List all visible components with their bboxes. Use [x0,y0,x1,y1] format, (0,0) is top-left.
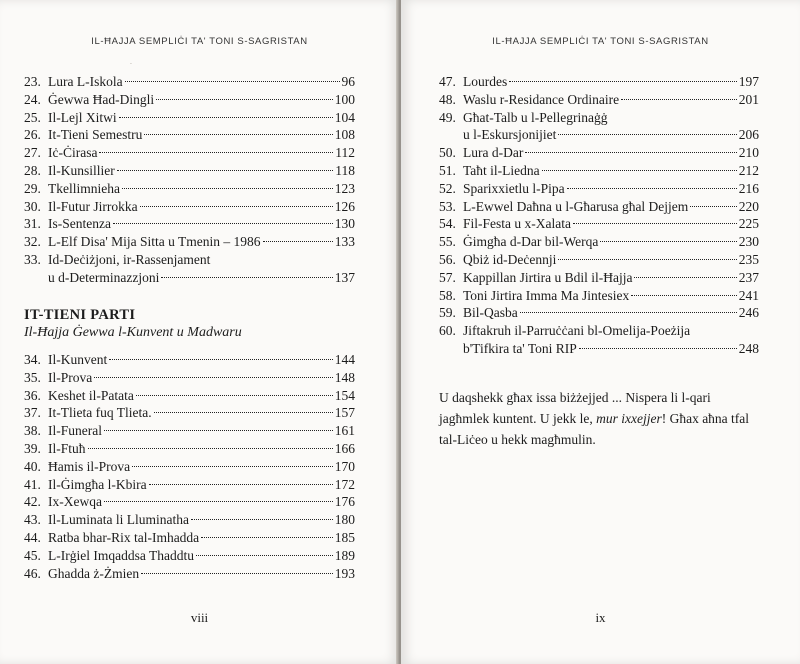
toc-entry-title: Il-Lejl Xitwi [48,109,117,125]
part-subtitle: Il-Ħajja Ġewwa l-Kunvent u Madwaru [24,325,242,340]
toc-entry-title: Il-Ftuħ [48,440,86,456]
toc-entry-page: 210 [738,145,759,161]
toc-entry [439,251,759,269]
toc-entry [439,233,759,251]
dot-leader [600,241,736,242]
toc-entry-number: 23. [24,74,41,89]
toc-entry-number: 57. [439,269,456,285]
toc-entry-number: 40. [24,458,41,474]
toc-entry-number: 36. [24,387,41,403]
toc-entry-number: 28. [24,162,41,178]
toc-entry [439,162,759,180]
toc-entry-page: 118 [335,162,355,178]
toc-entry-page: 246 [738,305,759,321]
dot-leader [125,81,340,82]
dot-leader [136,395,333,396]
dot-leader [94,377,333,378]
toc-entry-title: Lura L-Iskola [48,74,123,89]
toc-entry-number: 29. [24,180,41,196]
toc-entry-title: Tkellimnieha [48,180,120,196]
dot-leader [573,223,737,224]
toc-entry-page: 216 [738,180,759,196]
toc-entry [24,162,355,180]
toc-entry-number: 39. [24,440,41,456]
toc-entry-number: 32. [24,234,41,250]
right-page [401,0,800,664]
toc-entry-number: 47. [439,74,456,89]
toc-entry-page: 185 [334,529,355,545]
toc-entry [439,269,759,287]
toc-entry-page: 96 [341,74,355,89]
toc-entry-number: 60. [439,323,456,339]
toc-entry-number: 46. [24,565,41,581]
dot-leader [161,277,332,278]
toc-entry-title: It-Tlieta fuq Tlieta. [48,405,152,421]
dot-leader [263,241,333,242]
toc-entry-title: Fil-Festa u x-Xalata [463,216,571,232]
toc-entry-number: 50. [439,145,456,161]
toc-list-part-one [24,73,355,287]
toc-entry-page: 248 [738,340,759,356]
dot-leader [621,99,737,100]
toc-entry-page: 148 [334,369,355,385]
toc-entry-title: Toni Jirtira Imma Ma Jintesiex [463,287,630,303]
toc-entry-page: 220 [738,198,759,214]
toc-entry [439,304,759,322]
toc-entry-title: Jiftakruh il-Parruċċani bl-Omelija-Poeżija [463,323,691,339]
toc-entry-title: Bil-Qasba [463,305,518,321]
toc-entry [24,215,355,233]
toc-entry-title: Il-Ġimgħa l-Kbira [48,476,147,492]
toc-entry-number: 55. [439,234,456,250]
running-header: IL-ĦAJJA SEMPLIĊI TA' TONI S-SAGRISTAN [492,36,709,47]
toc-entry-number: 33. [24,251,41,267]
toc-entry-number: 53. [439,198,456,214]
toc-entry-number: 41. [24,476,41,492]
toc-entry-page: 201 [738,91,759,107]
dot-leader [104,430,333,431]
toc-entry [439,287,759,305]
toc-entry-page: 176 [334,494,355,510]
toc-entry-title: Il-Kunvent [48,352,108,367]
toc-entry [24,493,355,511]
dot-leader [88,448,333,449]
toc-entry [24,180,355,198]
toc-entry [24,422,355,440]
dot-leader [558,259,736,260]
toc-entry-title: Il-Futur Jirrokka [48,198,138,214]
toc-entry-number: 59. [439,305,456,321]
toc-entry-continuation [439,340,759,358]
toc-entry-page: 206 [738,127,759,143]
toc-entry-number: 52. [439,180,456,196]
dot-leader [99,152,333,153]
toc-entry-title: Iċ-Ċirasa [48,145,98,161]
toc-entry-page: 126 [334,198,355,214]
dot-leader [520,312,737,313]
printer-mark: ᵕ [130,60,133,68]
toc-entry-title: Ghadda ż-Żmien [48,565,140,581]
part-heading: IT-TIENI PARTI [24,307,136,323]
toc-entry-title-line-two: u d-Determinazzjoni [48,269,160,285]
toc-entry [24,73,355,91]
toc-entry-page: 157 [334,405,355,421]
toc-entry-page: 133 [334,234,355,250]
toc-entry-title-line-two: u l-Eskursjonijiet [463,127,557,143]
toc-entry-page: 100 [334,91,355,107]
dot-leader [196,555,333,556]
toc-entry-page: 237 [738,269,759,285]
toc-entry-page: 197 [738,74,759,89]
toc-entry-number: 38. [24,423,41,439]
toc-entry-number: 37. [24,405,41,421]
toc-entry-page: 144 [334,352,355,367]
toc-entry-title: Kappillan Jirtira u Bdil il-Ħajja [463,269,633,285]
toc-entry-page: 241 [738,287,759,303]
toc-entry [24,440,355,458]
toc-entry-title: Lura d-Dar [463,145,524,161]
dot-leader [132,466,333,467]
dot-leader [191,519,333,520]
toc-entry [439,198,759,216]
running-header: IL-ĦAJJA SEMPLIĊI TA' TONI S-SAGRISTAN [91,36,308,47]
toc-entry-title: Taħt il-Liedna [463,162,540,178]
toc-entry-page: 230 [738,234,759,250]
toc-entry-number: 45. [24,547,41,563]
toc-entry [24,233,355,251]
toc-entry [439,144,759,162]
page-number: ix [595,610,606,625]
paragraph-text-end: ! Għax aħna tfal tal-Liċeo u hekk magħmulin. [439,411,750,447]
toc-entry [24,251,355,269]
toc-entry-page: 235 [738,251,759,267]
toc-entry-title: Għat-Talb u l-Pellegrinaġġ [463,109,608,125]
toc-entry-title: Qbiż id-Deċennji [463,251,557,267]
dot-leader [201,537,333,538]
toc-entry [24,476,355,494]
toc-entry-number: 25. [24,109,41,125]
toc-entry-number: 27. [24,145,41,161]
toc-entry-number: 26. [24,127,41,143]
toc-entry-title: L-Irġiel Imqaddsa Thaddtu [48,547,194,563]
toc-entry-page: 130 [334,216,355,232]
toc-entry-page: 108 [334,127,355,143]
toc-entry-title: Il-Prova [48,369,93,385]
dot-leader [631,295,736,296]
dot-leader [567,188,737,189]
dot-leader [140,206,333,207]
toc-entry-number: 42. [24,494,41,510]
toc-entry-title: Ġimgħa d-Dar bil-Werqa [463,234,599,250]
toc-entry-number: 24. [24,91,41,107]
toc-entry-title: Ratba bhar-Rix tal-Imhadda [48,529,200,545]
toc-entry-number: 34. [24,352,41,367]
toc-entry [24,144,355,162]
dot-leader [509,81,737,82]
dot-leader [634,277,736,278]
toc-list-continued [439,73,759,358]
dot-leader [113,223,333,224]
toc-entry [439,215,759,233]
toc-entry-number: 49. [439,109,456,125]
toc-entry [439,180,759,198]
toc-entry [24,369,355,387]
toc-entry [24,387,355,405]
toc-entry-title-line-two: b'Tifkira ta' Toni RIP [463,340,577,356]
toc-entry [24,547,355,565]
dot-leader [149,484,333,485]
dot-leader [154,412,333,413]
toc-entry [439,109,759,127]
toc-entry-number: 30. [24,198,41,214]
left-page [0,0,399,664]
dot-leader [117,170,334,171]
paragraph-emphasis: mur ixxejjer [596,411,662,426]
closing-paragraph [439,387,759,450]
toc-entry [439,322,759,340]
toc-entry [24,91,355,109]
toc-entry [24,404,355,422]
toc-entry-title: Sparixxietlu l-Pipa [463,180,565,196]
dot-leader [558,134,736,135]
dot-leader [525,152,736,153]
toc-entry-page: 189 [334,547,355,563]
toc-entry-page: 172 [334,476,355,492]
page-number: viii [190,610,209,625]
toc-entry-title: Is-Sentenza [48,216,111,232]
dot-leader [104,501,333,502]
toc-entry [24,109,355,127]
toc-entry-title: Waslu r-Residance Ordinaire [463,91,620,107]
toc-entry-page: 161 [334,423,355,439]
dot-leader [690,206,736,207]
toc-entry-page: 180 [334,512,355,528]
toc-entry-number: 48. [439,91,456,107]
dot-leader [144,134,332,135]
toc-entry-page: 112 [335,145,355,161]
toc-entry-number: 31. [24,216,41,232]
toc-entry-page: 123 [334,180,355,196]
toc-entry [24,511,355,529]
dot-leader [109,359,333,360]
toc-entry-title: Id-Deċiżjoni, ir-Rassenjament [48,251,211,267]
toc-entry-title: L-Elf Disa' Mija Sitta u Tmenin – 1986 [48,234,261,250]
toc-entry-page: 166 [334,440,355,456]
toc-entry-number: 43. [24,512,41,528]
toc-entry-page: 137 [334,269,355,285]
toc-entry-page: 193 [334,565,355,581]
toc-entry [24,565,355,583]
toc-entry-title: Ħamis il-Prova [48,458,131,474]
toc-entry-title: Il-Luminata li Lluminatha [48,512,189,528]
toc-entry-number: 58. [439,287,456,303]
dot-leader [156,99,333,100]
toc-entry-continuation [24,269,355,287]
toc-entry-title: It-Tieni Semestru [48,127,143,143]
paragraph-text: U daqshekk għax issa biżżejjed ... Nispera li l-qari jagħmlek kuntent. U jekk le, [439,390,711,426]
toc-entry [24,198,355,216]
toc-entry-number: 35. [24,369,41,385]
toc-entry-number: 56. [439,251,456,267]
toc-entry-page: 170 [334,458,355,474]
toc-entry-page: 225 [738,216,759,232]
dot-leader [122,188,333,189]
toc-entry-title: Ix-Xewqa [48,494,102,510]
dot-leader [579,348,737,349]
toc-entry-title: Ġewwa Ħad-Dingli [48,91,155,107]
toc-entry-number: 54. [439,216,456,232]
toc-entry [24,458,355,476]
toc-entry [439,73,759,91]
toc-entry-continuation [439,126,759,144]
toc-entry [24,529,355,547]
toc-entry [439,91,759,109]
toc-list-part-two [24,351,355,582]
toc-entry-number: 44. [24,529,41,545]
toc-entry-page: 212 [738,162,759,178]
dot-leader [119,117,333,118]
toc-entry-title: L-Ewwel Daħna u l-Għarusa għal Dejjem [463,198,689,214]
toc-entry [24,351,355,369]
toc-entry-title: Lourdes [463,74,508,89]
toc-entry [24,126,355,144]
toc-entry-title: Il-Kunsillier [48,162,115,178]
dot-leader [141,573,333,574]
toc-entry-number: 51. [439,162,456,178]
dot-leader [542,170,737,171]
toc-entry-page: 154 [334,387,355,403]
toc-entry-title: Il-Funeral [48,423,102,439]
toc-entry-page: 104 [334,109,355,125]
toc-entry-title: Keshet il-Patata [48,387,134,403]
